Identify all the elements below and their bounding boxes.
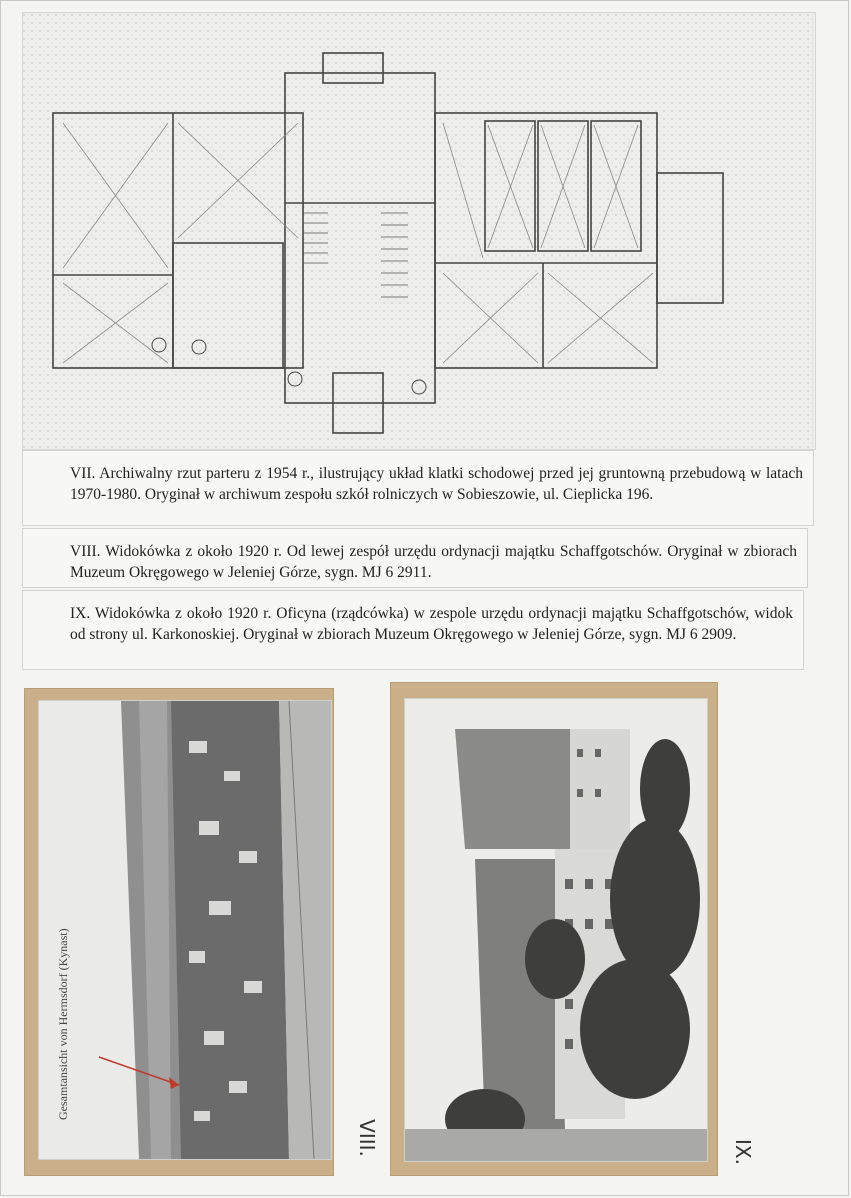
handwritten-label-viii: VIII. <box>354 1119 379 1157</box>
caption-vii <box>22 450 814 526</box>
postcard-left-imprint: Gesamtansicht von Hermsdorf (Kynast) <box>56 928 70 1120</box>
caption-ix <box>22 590 804 670</box>
floor-plan-image <box>22 12 816 450</box>
floor-plan-drawing <box>23 13 815 449</box>
postcard-left-image <box>39 701 331 1159</box>
postcard-hermsdorf-panorama <box>38 700 332 1160</box>
postcard-right-image <box>405 699 707 1161</box>
postcard-oficyna-view <box>404 698 708 1162</box>
caption-viii-text: VIII. Widokówka z około 1920 r. Od lewej zespół urzędu ordynacji majątku Schaffgotschów. Oryginał w zbiorach Muzeum Okręgowego w Jeleniej Górze, sygn. MJ 6 2911. <box>70 543 797 581</box>
caption-vii-text: VII. Archiwalny rzut parteru z 1954 r., ilustrujący układ klatki schodowej przed jej gruntowną przebudową w latach 1970-1980. Oryginał w archiwum zespołu szkół rolniczych w Sobieszowie, ul. Cieplicka 196. <box>70 465 803 503</box>
caption-viii <box>22 528 808 588</box>
handwritten-label-ix: IX. <box>730 1139 755 1165</box>
caption-ix-text: IX. Widokówka z około 1920 r. Oficyna (rządcówka) w zespole urzędu ordynacji majątku Schaffgotschów, widok od strony ul. Karkonoskiej. Oryginał w zbiorach Muzeum Okręgowego w Jeleniej Górze, sygn. MJ 6 2909. <box>70 605 793 643</box>
